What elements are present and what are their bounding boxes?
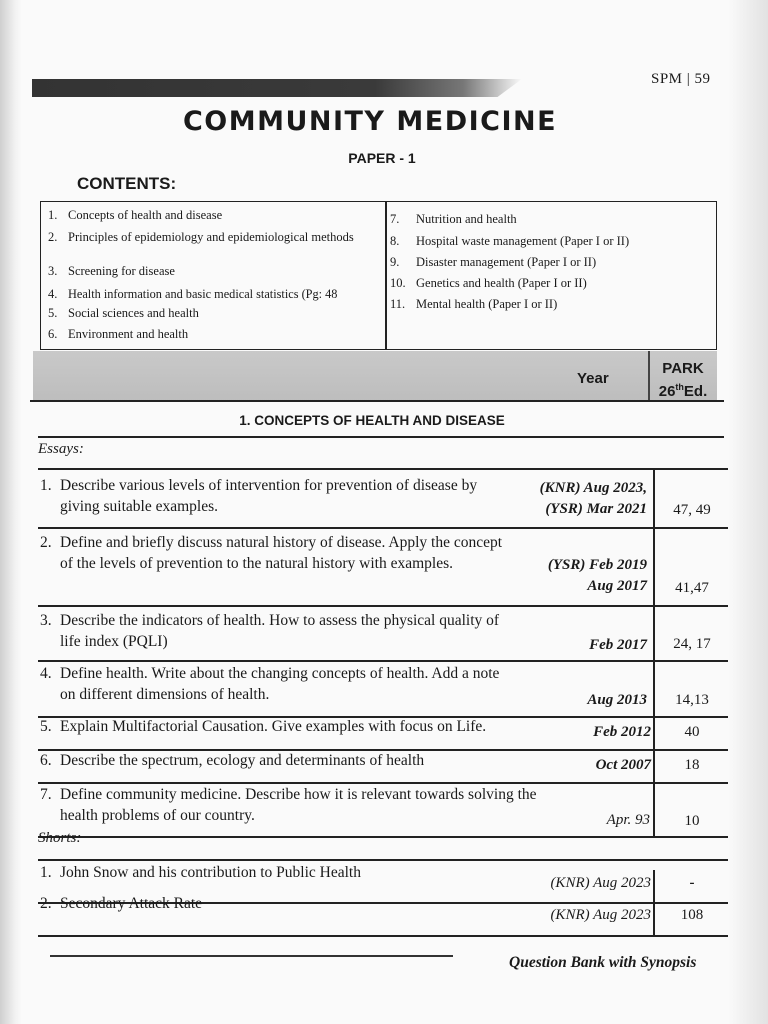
rule [38, 935, 728, 937]
year-line [490, 614, 647, 635]
rule [38, 527, 728, 529]
toc-item-number: 6. [48, 327, 58, 341]
rule [30, 400, 724, 402]
question-text: John Snow and his contribution to Public Health [60, 864, 361, 881]
year-line [490, 669, 647, 690]
year-line: Feb 2017 [589, 637, 647, 653]
toc-item-number: 7. [390, 212, 400, 226]
question-number: 1. [40, 864, 52, 881]
toc-item-label: Social sciences and health [68, 306, 199, 320]
question-year: (KNR) Aug 2023 [550, 875, 651, 891]
year-line: (YSR) Mar 2021 [545, 501, 647, 517]
question-number: 2. [40, 534, 52, 551]
toc-item-number: 11. [390, 297, 406, 311]
contents-column-divider [385, 201, 387, 350]
toc-item-number: 5. [48, 306, 58, 320]
park-column-header [651, 359, 715, 401]
page-title: COMMUNITY MEDICINE [182, 106, 558, 137]
toc-item [48, 264, 175, 278]
park-header-line1: PARK [662, 360, 704, 377]
year-line: (YSR) Feb 2019 [547, 557, 647, 573]
toc-item [48, 230, 378, 244]
question-text: Define and briefly discuss natural history of disease. Apply the concept of the levels of prevention to the natural history with examples. [60, 534, 503, 572]
question-text: Define community medicine. Describe how it is relevant towards solving the health problems of our country. [60, 786, 537, 824]
column-separator [653, 661, 655, 717]
column-separator [653, 469, 655, 528]
toc-item [48, 287, 388, 301]
toc-item [390, 212, 517, 226]
question-pages: 108 [680, 907, 704, 923]
toc-item [390, 276, 587, 290]
toc-item-label: Concepts of health and disease [68, 208, 223, 222]
column-separator [653, 783, 655, 837]
toc-item-label: Principles of epidemiology and epidemiological methods [68, 230, 354, 244]
park-edition-number: 26 [658, 383, 676, 400]
question-pages: 18 [684, 757, 700, 773]
question-text: Define health. Write about the changing concepts of health. Add a note on different dimensions of health. [60, 665, 500, 703]
question-text: Describe the spectrum, ecology and determinants of health [60, 752, 425, 769]
question-text: Describe the indicators of health. How to assess the physical quality of life index (PQLI) [60, 612, 500, 650]
question-year [490, 614, 647, 656]
toc-item-label: Nutrition and health [416, 212, 517, 226]
column-separator [653, 903, 655, 936]
toc-item [48, 208, 222, 222]
toc-item [48, 327, 188, 341]
rule [38, 468, 728, 470]
question-text: Secondary Attack Rate [60, 895, 203, 912]
question-pages: 40 [684, 724, 700, 740]
year-line: Aug 2017 [587, 578, 647, 594]
page-number: SPM | 59 [651, 71, 711, 87]
question-number: 3. [40, 612, 52, 629]
question-pages: - [689, 875, 695, 891]
year-column-header: Year [577, 370, 609, 387]
park-header-line2 [651, 378, 715, 401]
rule [38, 436, 724, 438]
toc-item-number: 4. [48, 287, 58, 301]
question-text: Explain Multifactorial Causation. Give examples with focus on Life. [60, 718, 487, 735]
table-header-band [33, 351, 717, 402]
toc-item-label: Disaster management (Paper I or II) [416, 255, 597, 269]
contents-heading: CONTENTS: [77, 174, 177, 193]
question-number: 6. [40, 752, 52, 769]
question-text: Describe various levels of intervention for prevention of disease by giving suitable examples. [60, 477, 478, 515]
park-edition-label: Ed. [683, 383, 708, 400]
column-separator [653, 717, 655, 750]
year-line: Apr. 93 [606, 812, 650, 828]
question-number: 7. [40, 786, 52, 803]
question-number: 5. [40, 718, 52, 735]
question-year [490, 555, 647, 597]
column-separator [653, 870, 655, 903]
year-line: Aug 2013 [587, 692, 647, 708]
rule [38, 660, 728, 662]
toc-item-number: 1. [48, 208, 58, 222]
rule [38, 605, 728, 607]
toc-item-number: 3. [48, 264, 58, 278]
question-year [490, 722, 651, 743]
toc-item-label: Mental health (Paper I or II) [416, 297, 558, 311]
toc-item [390, 297, 557, 311]
column-separator [653, 606, 655, 661]
toc-item [390, 255, 596, 269]
toc-item-label: Environment and health [68, 327, 189, 341]
toc-item-number: 2. [48, 230, 58, 244]
toc-item-label: Hospital waste management (Paper I or II) [416, 234, 630, 248]
question-number: 1. [40, 477, 52, 494]
rule [38, 836, 728, 838]
question-pages: 14,13 [675, 692, 709, 708]
toc-item [48, 306, 199, 320]
header-decorative-bar [32, 79, 522, 97]
year-line: (KNR) Aug 2023, [539, 480, 647, 496]
book-title-footer: Question Bank with Synopsis [509, 954, 697, 971]
toc-item-label: Genetics and health (Paper I or II) [416, 276, 587, 290]
section-title: 1. CONCEPTS OF HEALTH AND DISEASE [239, 413, 505, 428]
park-edition-suffix: th [675, 382, 684, 392]
paper-label: PAPER - 1 [348, 150, 416, 166]
question-year [490, 478, 647, 520]
column-separator [653, 750, 655, 783]
toc-item-label: Screening for disease [68, 264, 175, 278]
rule [38, 859, 728, 861]
question-year: (KNR) Aug 2023 [550, 907, 651, 923]
toc-item-number: 8. [390, 234, 400, 248]
question-pages: 41,47 [675, 580, 709, 596]
footer-rule [50, 955, 453, 957]
toc-item-number: 9. [390, 255, 400, 269]
question-pages: 10 [684, 813, 700, 829]
question-pages: 24, 17 [673, 636, 711, 652]
year-line: Feb 2012 [593, 724, 651, 740]
question-year [490, 810, 650, 831]
table-header-separator [648, 351, 650, 401]
toc-item-number: 10. [390, 276, 406, 290]
question-number: 2. [40, 895, 52, 912]
toc-item [390, 234, 629, 248]
essays-label: Essays: [38, 441, 84, 457]
shorts-label: Shorts: [38, 830, 82, 846]
question-pages: 47, 49 [673, 502, 711, 518]
question-year [490, 755, 651, 776]
column-separator [653, 528, 655, 606]
question-year [490, 669, 647, 711]
question-number: 4. [40, 665, 52, 682]
toc-item-label: Health information and basic medical statistics (Pg: 48 [68, 287, 338, 301]
year-line: Oct 2007 [595, 757, 651, 773]
